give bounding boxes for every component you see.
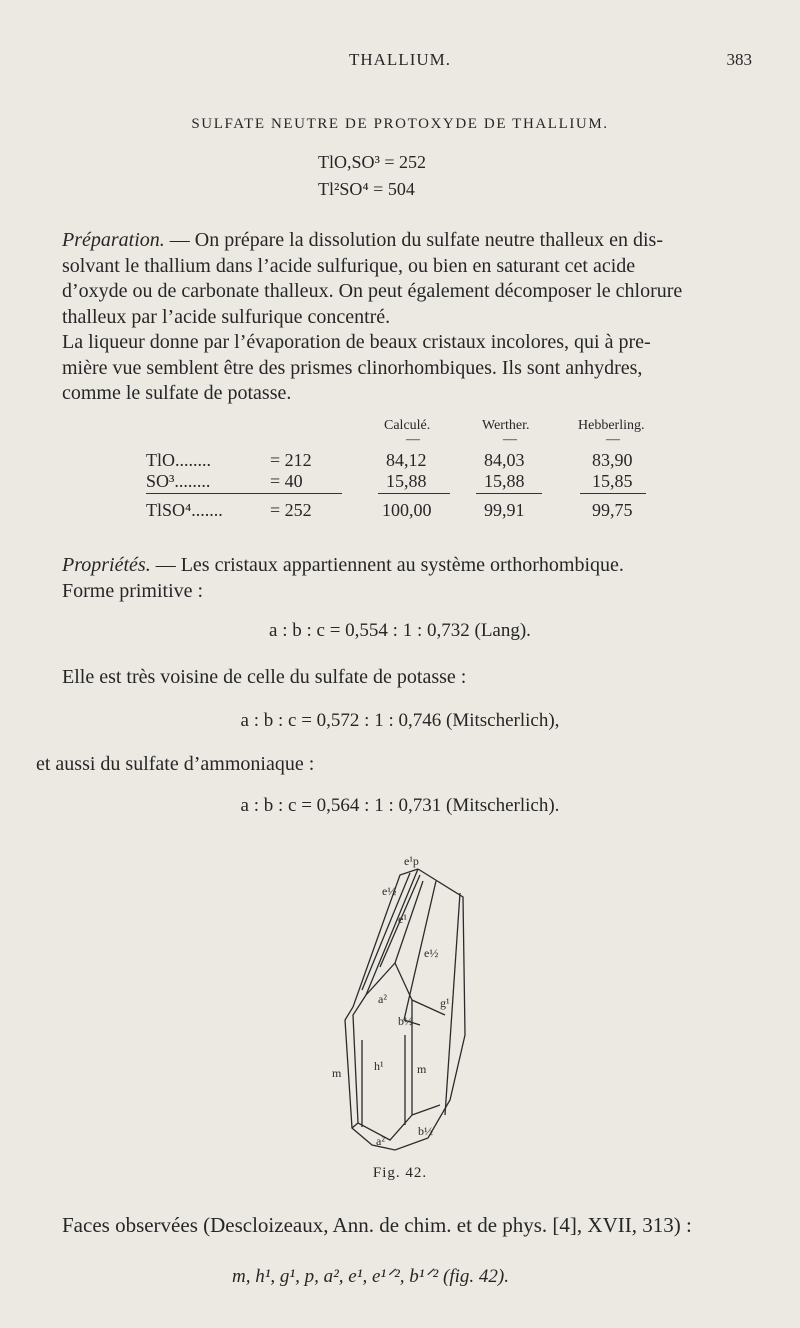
- liqueur-paragraph: [62, 330, 752, 407]
- sum-rule-label: [146, 493, 342, 494]
- sum-rule-werther: [476, 493, 542, 494]
- liqueur-line-3: comme le sulfate de potasse.: [62, 382, 292, 404]
- col-header-calcule: Calculé.: [384, 418, 431, 433]
- crystal-figure: [300, 845, 500, 1165]
- label-e-half-right: e½: [424, 946, 439, 960]
- section-title: SULFATE NEUTRE DE PROTOXYDE DE THALLIUM.: [191, 116, 609, 132]
- col-header-hebberling: Hebberling.: [578, 418, 645, 433]
- ratio-mitscherlich-2: a : b : c = 0,564 : 1 : 0,731 (Mitscherlich).: [240, 795, 560, 816]
- proprietes-line-2: Forme primitive :: [62, 579, 204, 602]
- label-e1p: e¹p: [404, 854, 419, 868]
- row-eq-tlo: = 212: [270, 450, 312, 470]
- preparation-heading: Préparation.: [62, 229, 165, 251]
- label-m-right: m: [417, 1062, 427, 1076]
- label-a2-bottom: a²: [376, 1134, 385, 1148]
- formula-tlo-so3: TlO,SO³ = 252: [318, 152, 427, 172]
- cell-tlo-calcule: 84,12: [386, 450, 427, 470]
- preparation-line-1: Préparation. — On prépare la dissolution du sulfate neutre thalleux en dis-: [62, 229, 663, 251]
- cell-so3-hebberling: 15,85: [592, 471, 633, 491]
- sum-rule-calcule: [378, 493, 450, 494]
- cell-tlo-werther: 84,03: [484, 450, 525, 470]
- label-m-left: m: [332, 1066, 342, 1080]
- preparation-line-4: thalleux par l’acide sulfurique concentré.: [62, 305, 391, 328]
- cell-tlso4-hebberling: 99,75: [592, 500, 633, 520]
- proprietes-paragraph: [62, 553, 752, 604]
- running-title: THALLIUM.: [348, 50, 451, 69]
- edge-10: [352, 1123, 358, 1128]
- row-label-tlso4: TlSO⁴.......: [146, 500, 223, 520]
- preparation-line-3: d’oxyde ou de carbonate thalleux. On peut également décomposer le chlorure: [62, 280, 683, 302]
- formula-tl2so4: Tl²SO⁴ = 504: [318, 179, 415, 199]
- row-label-tlo: TlO........: [146, 450, 211, 470]
- faces-observed-line: Faces observées (Descloizeaux, Ann. de chim. et de phys. [4], XVII, 313) :: [62, 1213, 692, 1237]
- liqueur-line-2: mière vue semblent être des prismes clinorhombiques. Ils sont anhydres,: [62, 356, 643, 379]
- figure-caption: Fig. 42.: [372, 1165, 428, 1181]
- row-eq-so3: = 40: [270, 471, 303, 491]
- col-dash-hebberling: —: [606, 432, 620, 447]
- faces-list: m, h¹, g¹, p, a², e¹, e¹ᐟ², b¹ᐟ² (fig. 42).: [232, 1266, 509, 1287]
- col-header-werther: Werther.: [482, 418, 530, 433]
- label-e-half-left: e½: [382, 884, 397, 898]
- cell-so3-calcule: 15,88: [386, 471, 427, 491]
- ratio-mitscherlich-1: a : b : c = 0,572 : 1 : 0,746 (Mitscherlich),: [240, 710, 560, 731]
- edge-9: [412, 1105, 440, 1115]
- voisine-line: Elle est très voisine de celle du sulfate de potasse :: [62, 666, 467, 688]
- label-b-half: b½: [398, 1014, 413, 1028]
- label-b-half-bottom: b½: [418, 1124, 433, 1138]
- liqueur-line-1: La liqueur donne par l’évaporation de beaux cristaux incolores, qui à pre-: [62, 331, 651, 353]
- page-number: 383: [726, 50, 752, 69]
- preparation-paragraph: [62, 228, 752, 330]
- cell-tlo-hebberling: 83,90: [592, 450, 633, 470]
- label-e1: e¹: [398, 912, 407, 926]
- proprietes-line-1: Propriétés. — Les cristaux appartiennent au système orthorhombique.: [62, 554, 624, 576]
- sum-rule-hebberling: [580, 493, 646, 494]
- ammoniaque-line: et aussi du sulfate d’ammoniaque :: [36, 753, 315, 775]
- col-dash-calcule: —: [406, 432, 420, 447]
- row-label-so3: SO³........: [146, 471, 211, 491]
- ratio-lang: a : b : c = 0,554 : 1 : 0,732 (Lang).: [269, 620, 531, 641]
- proprietes-heading: Propriétés.: [62, 554, 151, 576]
- label-a2-top: a²: [378, 992, 387, 1006]
- col-dash-werther: —: [503, 432, 517, 447]
- cell-so3-werther: 15,88: [484, 471, 525, 491]
- cell-tlso4-werther: 99,91: [484, 500, 525, 520]
- preparation-line-2: solvant le thallium dans l’acide sulfurique, ou bien en saturant cet acide: [62, 254, 636, 277]
- cell-tlso4-calcule: 100,00: [382, 500, 432, 520]
- row-eq-tlso4: = 252: [270, 500, 312, 520]
- label-h1: h¹: [374, 1059, 384, 1073]
- label-g1: g¹: [440, 996, 450, 1010]
